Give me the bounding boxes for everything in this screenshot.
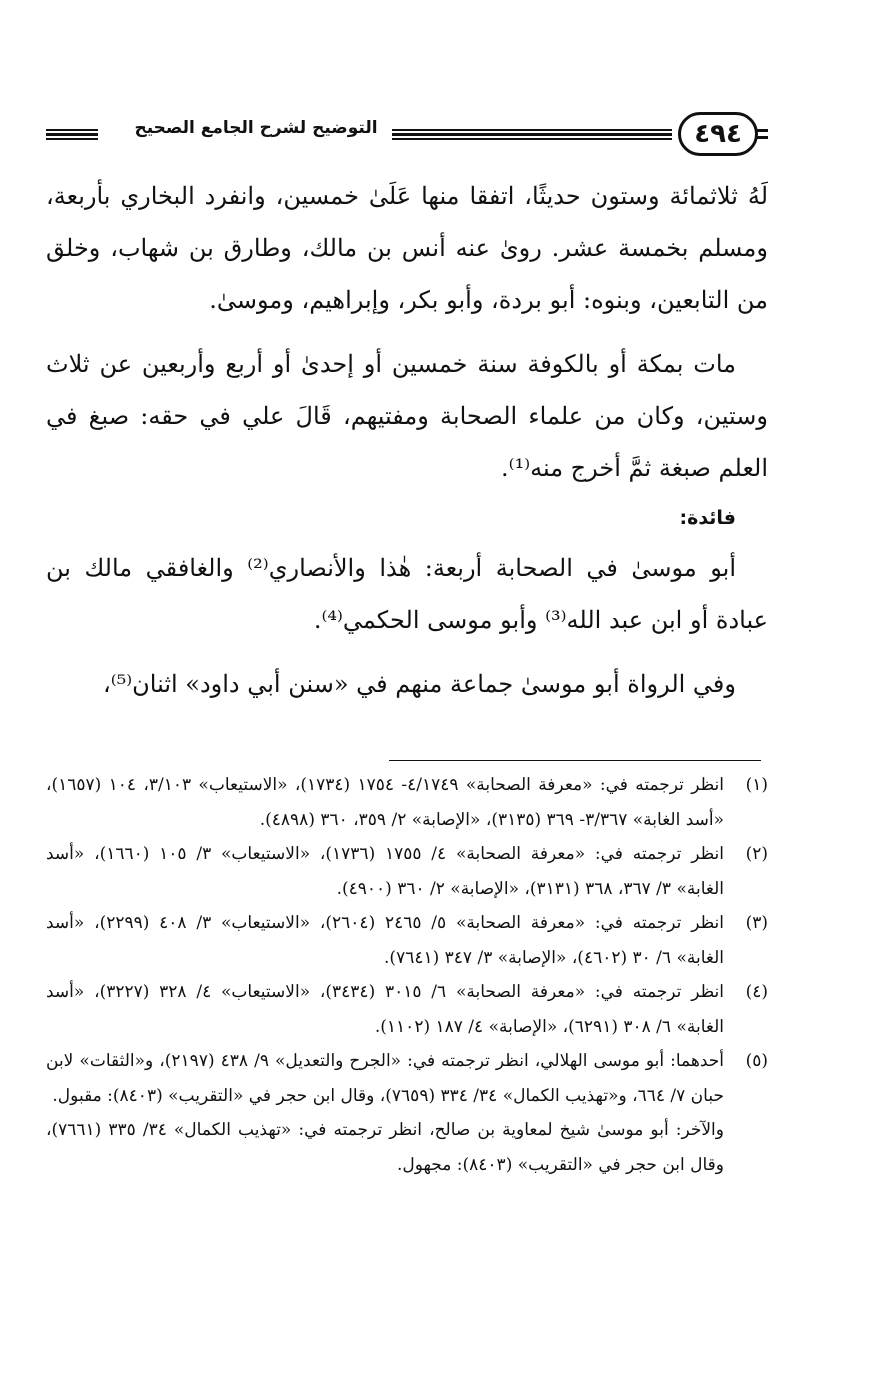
footnote-text: انظر ترجمته في: «معرفة الصحابة» ٤/١٧٤٩- ١٧٥٤ (١٧٣٤)، «الاستيعاب» ٣/١٠٣، ١٠٤ (١٦٥٧)، «أسد الغابة» ٣/٣٦٧- ٣٦٩ (٣١٣٥)، «الإصابة» ٢/ ٣٥٩، ٣٦٠ (٤٨٩٨). xyxy=(46,775,724,830)
footnote-text: أحدهما: أبو موسى الهلالي، انظر ترجمته في: «الجرح والتعديل» ٩/ ٤٣٨ (٢١٩٧)، و«الثقات» لابن حبان ٧/ ٦٦٤، و«تهذيب الكمال» ٣٤/ ٣٣٤ (٧٦٥٩)، وقال ابن حجر في «التقريب» (٨٤٠٣): مقبول. xyxy=(46,1051,725,1106)
book-title: التوضيح لشرح الجامع الصحيح xyxy=(134,118,378,138)
section-heading: فائدة: xyxy=(679,507,736,529)
footnote-continuation: والآخر: أبو موسىٰ شيخ لمعاوية بن صالح، انظر ترجمته في: «تهذيب الكمال» ٣٤/ ٣٣٥ (٧٦٦١)، وقال ابن حجر في «التقريب» (٨٤٠٣): مجهول. xyxy=(46,1120,724,1175)
main-text xyxy=(46,170,768,710)
paragraph: وفي الرواة أبو موسىٰ جماعة منهم في «سنن أبي داود» اثنان⁽⁵⁾، xyxy=(102,670,736,698)
footnote xyxy=(46,768,768,837)
footnote-number: (٢) xyxy=(745,844,768,864)
footnote-separator xyxy=(389,760,761,761)
footnotes xyxy=(46,768,768,1182)
footnote-text: انظر ترجمته في: «معرفة الصحابة» ٥/ ٢٤٦٥ (٢٦٠٤)، «الاستيعاب» ٣/ ٤٠٨ (٢٢٩٩)، «أسد الغابة» ٦/ ٣٠ (٤٦٠٢)، «الإصابة» ٣/ ٣٤٧ (٧٦٤١). xyxy=(46,913,724,968)
footnote-text: انظر ترجمته في: «معرفة الصحابة» ٦/ ٣٠١٥ (٣٤٣٤)، «الاستيعاب» ٤/ ٣٢٨ (٣٢٢٧)، «أسد الغابة» ٦/ ٣٠٨ (٦٢٩١)، «الإصابة» ٤/ ١٨٧ (١١٠٢). xyxy=(46,982,724,1037)
paragraph: مات بمكة أو بالكوفة سنة خمسين أو إحدىٰ أو أربع وأربعين عن ثلاث وستين، وكان من علماء الصحابة ومفتيهم، قَالَ علي في حقه: صبغ في العلم صبغة ثمَّ أخرج منه⁽¹⁾. xyxy=(46,350,768,482)
running-header xyxy=(46,112,768,160)
footnote xyxy=(46,906,768,975)
header-rule-right xyxy=(392,129,672,139)
footnote xyxy=(46,975,768,1044)
page-number: ٤٩٤ xyxy=(678,112,758,156)
footnote-number: (١) xyxy=(745,775,768,795)
footnote xyxy=(46,837,768,906)
footnote-number: (٣) xyxy=(745,913,768,933)
paragraph: لَهُ ثلاثمائة وستون حديثًا، اتفقا منها عَلَىٰ خمسين، وانفرد البخاري بأربعة، ومسلم بخمسة عشر. روىٰ عنه أنس بن مالك، وطارق بن شهاب، وخلق من التابعين، وبنوه: أبو بردة، وأبو بكر، وإبراهيم، وموسىٰ. xyxy=(46,182,768,314)
footnote-text: انظر ترجمته في: «معرفة الصحابة» ٤/ ١٧٥٥ (١٧٣٦)، «الاستيعاب» ٣/ ١٠٥ (١٦٦٠)، «أسد الغابة» ٣/ ٣٦٧، ٣٦٨ (٣١٣١)، «الإصابة» ٢/ ٣٦٠ (٤٩٠٠). xyxy=(46,844,724,899)
paragraph: أبو موسىٰ في الصحابة أربعة: هٰذا والأنصاري⁽²⁾ والغافقي مالك بن عبادة أو ابن عبد الله⁽³⁾ وأبو موسى الحكمي⁽⁴⁾. xyxy=(46,554,768,634)
footnote-number: (٤) xyxy=(745,982,768,1002)
header-rule-left xyxy=(46,129,98,139)
footnote-number: (٥) xyxy=(745,1051,768,1071)
footnote xyxy=(46,1044,768,1113)
